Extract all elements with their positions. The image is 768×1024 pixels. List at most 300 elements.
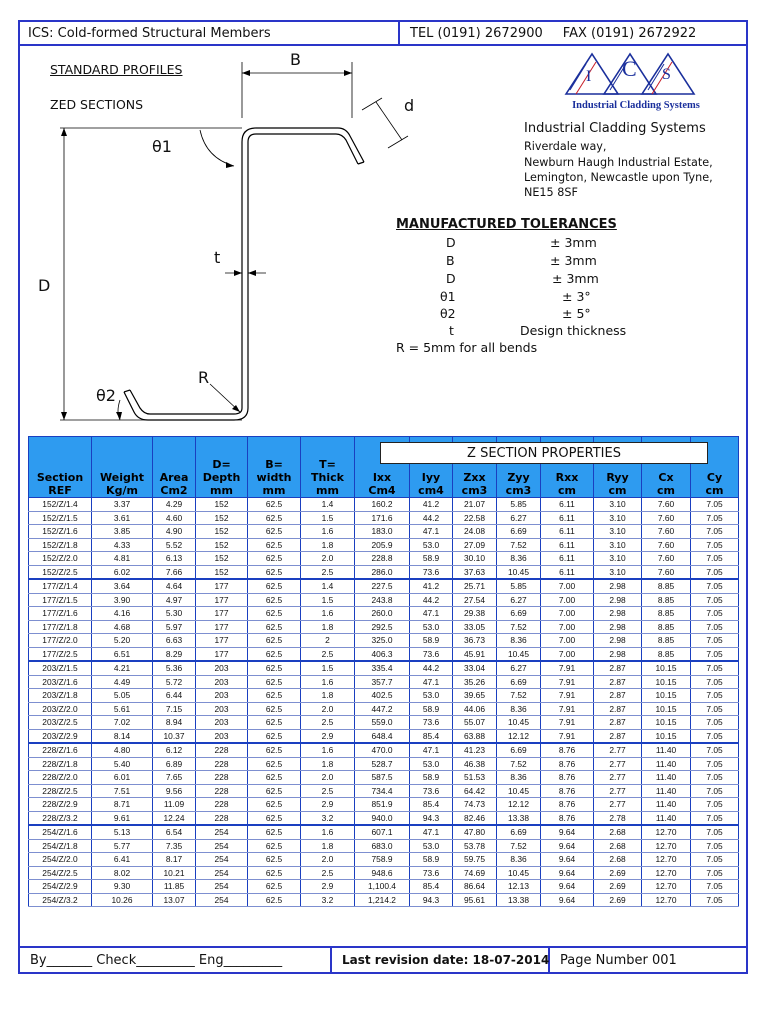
- table-cell: 7.00: [541, 593, 594, 607]
- table-cell: 203: [196, 716, 248, 730]
- table-cell: 7.91: [541, 689, 594, 703]
- table-cell: 8.76: [541, 798, 594, 812]
- column-header: [248, 437, 301, 498]
- section-ref-cell: 177/Z/1.5: [29, 593, 92, 607]
- table-cell: 6.27: [497, 593, 541, 607]
- table-cell: 9.64: [541, 880, 594, 894]
- table-cell: 6.11: [541, 552, 594, 566]
- table-cell: 9.30: [92, 880, 153, 894]
- radius-r-label: R: [198, 368, 210, 387]
- tolerances-title: MANUFACTURED TOLERANCES: [396, 217, 617, 232]
- table-cell: 44.2: [410, 593, 453, 607]
- table-cell: 47.80: [453, 825, 497, 839]
- table-cell: 10.15: [642, 689, 691, 703]
- table-cell: 3.61: [92, 511, 153, 525]
- column-header-line: Section: [36, 471, 84, 484]
- table-cell: 47.1: [410, 825, 453, 839]
- table-cell: 62.5: [248, 798, 301, 812]
- table-cell: 12.70: [642, 853, 691, 867]
- table-cell: 10.45: [497, 866, 541, 880]
- section-ref-cell: 254/Z/2.9: [29, 880, 92, 894]
- table-cell: 203: [196, 675, 248, 689]
- zed-sections-heading: ZED SECTIONS: [50, 97, 144, 112]
- table-cell: 29.38: [453, 607, 497, 621]
- revision-date: Last revision date: 18-07-2014: [332, 948, 550, 972]
- table-cell: 6.44: [153, 689, 196, 703]
- table-cell: 58.9: [410, 634, 453, 648]
- table-cell: 8.76: [541, 784, 594, 798]
- table-cell: 8.36: [497, 552, 541, 566]
- table-cell: 2.77: [594, 743, 642, 757]
- table-cell: 243.8: [355, 593, 410, 607]
- table-cell: 39.65: [453, 689, 497, 703]
- table-cell: 7.05: [691, 689, 739, 703]
- table-row: [29, 511, 739, 525]
- table-cell: 62.5: [248, 579, 301, 593]
- table-cell: 63.88: [453, 729, 497, 743]
- table-cell: 2.77: [594, 784, 642, 798]
- table-cell: 4.49: [92, 675, 153, 689]
- column-header: [301, 437, 355, 498]
- table-cell: 12.12: [497, 729, 541, 743]
- table-cell: 10.45: [497, 716, 541, 730]
- column-header-line: cm4: [418, 484, 444, 497]
- table-cell: 13.07: [153, 893, 196, 907]
- table-row: [29, 565, 739, 579]
- table-row: [29, 702, 739, 716]
- table-cell: 47.1: [410, 675, 453, 689]
- section-ref-cell: 203/Z/1.8: [29, 689, 92, 703]
- section-ref-cell: 228/Z/1.6: [29, 743, 92, 757]
- table-cell: 260.0: [355, 607, 410, 621]
- table-cell: 10.45: [497, 565, 541, 579]
- table-cell: 2.5: [301, 647, 355, 661]
- table-cell: 85.4: [410, 729, 453, 743]
- table-cell: 7.05: [691, 784, 739, 798]
- table-cell: 5.72: [153, 675, 196, 689]
- bend-radius-note: R = 5mm for all bends: [396, 340, 538, 355]
- section-ref-cell: 152/Z/2.0: [29, 552, 92, 566]
- table-cell: 62.5: [248, 647, 301, 661]
- standard-profiles-heading: STANDARD PROFILES: [50, 62, 183, 77]
- table-cell: 7.52: [497, 689, 541, 703]
- table-cell: 6.27: [497, 661, 541, 675]
- table-cell: 203: [196, 729, 248, 743]
- table-cell: 648.4: [355, 729, 410, 743]
- table-cell: 10.15: [642, 702, 691, 716]
- section-ref-cell: 228/Z/2.5: [29, 784, 92, 798]
- table-cell: 64.42: [453, 784, 497, 798]
- column-header: [92, 437, 153, 498]
- table-cell: 3.10: [594, 538, 642, 552]
- table-cell: 160.2: [355, 498, 410, 512]
- table-cell: 62.5: [248, 552, 301, 566]
- table-row: [29, 661, 739, 675]
- table-cell: 8.02: [92, 866, 153, 880]
- table-cell: 2.87: [594, 729, 642, 743]
- column-header-line: cm: [558, 484, 576, 497]
- table-cell: 12.12: [497, 798, 541, 812]
- table-cell: 11.40: [642, 771, 691, 785]
- table-cell: 55.07: [453, 716, 497, 730]
- table-cell: 94.3: [410, 893, 453, 907]
- table-cell: 5.40: [92, 757, 153, 771]
- angle-theta1-label: θ1: [152, 137, 172, 156]
- table-row: [29, 798, 739, 812]
- logo-letter-i: I: [586, 68, 592, 85]
- angle-theta2-label: θ2: [96, 386, 116, 405]
- table-cell: 5.85: [497, 498, 541, 512]
- table-cell: 2.87: [594, 716, 642, 730]
- thickness-t-label: t: [214, 248, 221, 267]
- table-cell: 73.6: [410, 866, 453, 880]
- table-cell: 27.09: [453, 538, 497, 552]
- table-cell: 5.30: [153, 607, 196, 621]
- tolerance-param: B: [446, 253, 455, 268]
- table-cell: 7.00: [541, 620, 594, 634]
- table-cell: 73.6: [410, 784, 453, 798]
- table-cell: 9.56: [153, 784, 196, 798]
- table-cell: 7.05: [691, 620, 739, 634]
- table-body: [29, 498, 739, 907]
- table-cell: 2.0: [301, 771, 355, 785]
- column-header-line: REF: [48, 484, 72, 497]
- table-cell: 5.77: [92, 839, 153, 853]
- table-cell: 7.52: [497, 620, 541, 634]
- table-cell: 292.5: [355, 620, 410, 634]
- table-cell: 2.68: [594, 839, 642, 853]
- table-cell: 227.5: [355, 579, 410, 593]
- table-row: [29, 893, 739, 907]
- table-cell: 177: [196, 634, 248, 648]
- table-cell: 2.0: [301, 702, 355, 716]
- table-cell: 22.58: [453, 511, 497, 525]
- table-cell: 1,214.2: [355, 893, 410, 907]
- table-cell: 62.5: [248, 620, 301, 634]
- table-cell: 6.69: [497, 675, 541, 689]
- table-cell: 254: [196, 825, 248, 839]
- table-cell: 58.9: [410, 552, 453, 566]
- table-cell: 11.40: [642, 784, 691, 798]
- tolerance-param: D: [446, 235, 456, 250]
- table-cell: 11.09: [153, 798, 196, 812]
- table-cell: 228: [196, 811, 248, 825]
- table-cell: 85.4: [410, 880, 453, 894]
- table-cell: 7.60: [642, 511, 691, 525]
- ics-logo: [556, 50, 716, 114]
- section-ref-cell: 203/Z/1.6: [29, 675, 92, 689]
- table-cell: 44.2: [410, 661, 453, 675]
- table-cell: 5.85: [497, 579, 541, 593]
- table-cell: 7.91: [541, 661, 594, 675]
- table-cell: 2.77: [594, 757, 642, 771]
- column-header-line: mm: [316, 484, 339, 497]
- table-cell: 5.52: [153, 538, 196, 552]
- table-cell: 7.00: [541, 647, 594, 661]
- table-cell: 7.52: [497, 538, 541, 552]
- section-properties-table: [28, 436, 739, 907]
- table-cell: 5.61: [92, 702, 153, 716]
- section-ref-cell: 254/Z/2.5: [29, 866, 92, 880]
- page-number: Page Number 001: [560, 953, 677, 968]
- section-ref-cell: 228/Z/2.9: [29, 798, 92, 812]
- table-cell: 85.4: [410, 798, 453, 812]
- table-cell: 7.60: [642, 538, 691, 552]
- table-cell: 177: [196, 607, 248, 621]
- table-cell: 228: [196, 743, 248, 757]
- column-header-line: Cx: [658, 471, 674, 484]
- table-cell: 62.5: [248, 743, 301, 757]
- table-cell: 12.70: [642, 893, 691, 907]
- table-cell: 2.68: [594, 825, 642, 839]
- table-cell: 6.02: [92, 565, 153, 579]
- table-cell: 4.81: [92, 552, 153, 566]
- table-cell: 6.27: [497, 511, 541, 525]
- table-row: [29, 538, 739, 552]
- table-cell: 62.5: [248, 784, 301, 798]
- table-cell: 177: [196, 593, 248, 607]
- section-ref-cell: 228/Z/1.8: [29, 757, 92, 771]
- table-cell: 6.54: [153, 825, 196, 839]
- table-cell: 8.85: [642, 647, 691, 661]
- table-cell: 2.98: [594, 607, 642, 621]
- fax-number: FAX (0191) 2672922: [562, 26, 697, 41]
- table-cell: 7.05: [691, 661, 739, 675]
- table-cell: 53.0: [410, 757, 453, 771]
- table-cell: 62.5: [248, 757, 301, 771]
- table-cell: 2.5: [301, 784, 355, 798]
- table-cell: 12.13: [497, 880, 541, 894]
- section-ref-cell: 177/Z/1.6: [29, 607, 92, 621]
- table-row: [29, 839, 739, 853]
- table-cell: 8.76: [541, 811, 594, 825]
- table-cell: 228: [196, 798, 248, 812]
- table-cell: 1.6: [301, 525, 355, 539]
- table-cell: 7.05: [691, 771, 739, 785]
- table-cell: 2.78: [594, 811, 642, 825]
- section-ref-cell: 203/Z/1.5: [29, 661, 92, 675]
- table-cell: 152: [196, 552, 248, 566]
- table-cell: 7.05: [691, 825, 739, 839]
- column-header-line: D=: [212, 458, 231, 471]
- table-cell: 2.9: [301, 798, 355, 812]
- table-cell: 25.71: [453, 579, 497, 593]
- table-cell: 7.66: [153, 565, 196, 579]
- table-cell: 183.0: [355, 525, 410, 539]
- table-cell: 4.90: [153, 525, 196, 539]
- table-cell: 27.54: [453, 593, 497, 607]
- table-cell: 6.12: [153, 743, 196, 757]
- table-cell: 286.0: [355, 565, 410, 579]
- table-cell: 33.04: [453, 661, 497, 675]
- table-cell: 6.11: [541, 498, 594, 512]
- table-cell: 53.0: [410, 538, 453, 552]
- table-cell: 2.98: [594, 579, 642, 593]
- table-row: [29, 811, 739, 825]
- table-cell: 94.3: [410, 811, 453, 825]
- tolerance-value: ± 3mm: [550, 253, 597, 268]
- table-row: [29, 825, 739, 839]
- footer-bar: [18, 946, 748, 974]
- table-cell: 9.64: [541, 839, 594, 853]
- address-line-1: Riverdale way,: [524, 140, 607, 153]
- table-cell: 2.69: [594, 893, 642, 907]
- logo-caption: Industrial Cladding Systems: [572, 100, 700, 111]
- table-cell: 7.05: [691, 511, 739, 525]
- section-ref-cell: 177/Z/1.8: [29, 620, 92, 634]
- address-line-4: NE15 8SF: [524, 186, 578, 199]
- table-cell: 7.02: [92, 716, 153, 730]
- table-cell: 325.0: [355, 634, 410, 648]
- table-cell: 44.06: [453, 702, 497, 716]
- table-cell: 177: [196, 620, 248, 634]
- table-cell: 7.05: [691, 866, 739, 880]
- table-cell: 10.45: [497, 647, 541, 661]
- section-properties-table-wrapper: [28, 436, 738, 907]
- table-cell: 95.61: [453, 893, 497, 907]
- address-line-3: Lemington, Newcastle upon Tyne,: [524, 171, 713, 184]
- table-cell: 8.76: [541, 771, 594, 785]
- table-cell: 62.5: [248, 498, 301, 512]
- table-cell: 8.36: [497, 853, 541, 867]
- column-header: [29, 437, 92, 498]
- table-cell: 7.05: [691, 811, 739, 825]
- table-cell: 7.60: [642, 552, 691, 566]
- table-cell: 1.8: [301, 839, 355, 853]
- table-cell: 47.1: [410, 525, 453, 539]
- table-cell: 62.5: [248, 565, 301, 579]
- table-cell: 58.9: [410, 702, 453, 716]
- section-ref-cell: 203/Z/2.5: [29, 716, 92, 730]
- table-cell: 2.0: [301, 552, 355, 566]
- table-cell: 73.6: [410, 565, 453, 579]
- table-row: [29, 498, 739, 512]
- table-cell: 228.8: [355, 552, 410, 566]
- table-cell: 1.6: [301, 607, 355, 621]
- table-cell: 205.9: [355, 538, 410, 552]
- table-cell: 6.69: [497, 525, 541, 539]
- table-cell: 10.37: [153, 729, 196, 743]
- table-cell: 3.2: [301, 811, 355, 825]
- tolerance-value: Design thickness: [520, 323, 627, 338]
- table-cell: 1.4: [301, 579, 355, 593]
- table-row: [29, 716, 739, 730]
- table-cell: 62.5: [248, 893, 301, 907]
- table-row: [29, 579, 739, 593]
- table-cell: 36.73: [453, 634, 497, 648]
- table-cell: 851.9: [355, 798, 410, 812]
- column-header-line: Zyy: [507, 471, 530, 484]
- table-cell: 9.64: [541, 825, 594, 839]
- table-row: [29, 689, 739, 703]
- table-cell: 58.9: [410, 853, 453, 867]
- table-cell: 6.41: [92, 853, 153, 867]
- table-cell: 7.60: [642, 565, 691, 579]
- table-cell: 528.7: [355, 757, 410, 771]
- table-cell: 53.0: [410, 620, 453, 634]
- table-cell: 7.05: [691, 853, 739, 867]
- table-cell: 62.5: [248, 811, 301, 825]
- table-cell: 2.98: [594, 647, 642, 661]
- table-cell: 228: [196, 757, 248, 771]
- section-ref-cell: 177/Z/2.0: [29, 634, 92, 648]
- table-cell: 4.64: [153, 579, 196, 593]
- table-cell: 2.68: [594, 853, 642, 867]
- table-cell: 11.40: [642, 743, 691, 757]
- table-cell: 74.69: [453, 866, 497, 880]
- table-cell: 2.98: [594, 634, 642, 648]
- section-ref-cell: 152/Z/1.5: [29, 511, 92, 525]
- table-cell: 3.10: [594, 498, 642, 512]
- table-cell: 758.9: [355, 853, 410, 867]
- tolerance-param: θ1: [440, 289, 456, 304]
- table-cell: 7.52: [497, 757, 541, 771]
- table-cell: 13.38: [497, 811, 541, 825]
- table-cell: 6.11: [541, 511, 594, 525]
- table-cell: 7.51: [92, 784, 153, 798]
- table-cell: 7.05: [691, 525, 739, 539]
- table-cell: 470.0: [355, 743, 410, 757]
- table-cell: 1,100.4: [355, 880, 410, 894]
- table-cell: 4.16: [92, 607, 153, 621]
- column-header-line: Ryy: [606, 471, 629, 484]
- table-cell: 62.5: [248, 771, 301, 785]
- zed-profile-drawing: [20, 48, 470, 438]
- table-cell: 74.73: [453, 798, 497, 812]
- table-cell: 152: [196, 525, 248, 539]
- table-cell: 6.63: [153, 634, 196, 648]
- table-cell: 607.1: [355, 825, 410, 839]
- table-cell: 6.69: [497, 607, 541, 621]
- table-cell: 7.35: [153, 839, 196, 853]
- table-cell: 171.6: [355, 511, 410, 525]
- z-section-properties-banner: Z SECTION PROPERTIES: [380, 442, 708, 464]
- table-cell: 7.91: [541, 702, 594, 716]
- table-cell: 2.69: [594, 880, 642, 894]
- table-cell: 45.91: [453, 647, 497, 661]
- table-cell: 8.71: [92, 798, 153, 812]
- table-cell: 177: [196, 647, 248, 661]
- section-ref-cell: 228/Z/2.0: [29, 771, 92, 785]
- depth-d-label: D: [38, 276, 51, 295]
- table-cell: 47.1: [410, 743, 453, 757]
- table-cell: 2.9: [301, 880, 355, 894]
- table-cell: 228: [196, 784, 248, 798]
- table-cell: 13.38: [497, 893, 541, 907]
- section-ref-cell: 152/Z/1.4: [29, 498, 92, 512]
- table-row: [29, 880, 739, 894]
- dimension-d-lip-label: d: [404, 96, 415, 115]
- table-cell: 12.24: [153, 811, 196, 825]
- table-cell: 62.5: [248, 729, 301, 743]
- section-ref-cell: 254/Z/1.6: [29, 825, 92, 839]
- table-row: [29, 866, 739, 880]
- table-cell: 62.5: [248, 593, 301, 607]
- column-header-line: Cm4: [368, 484, 396, 497]
- column-header-line: mm: [262, 484, 286, 497]
- table-cell: 152: [196, 565, 248, 579]
- table-cell: 2.87: [594, 675, 642, 689]
- table-cell: 62.5: [248, 538, 301, 552]
- table-cell: 62.5: [248, 607, 301, 621]
- dimension-b-label: B: [290, 50, 301, 69]
- table-cell: 3.2: [301, 893, 355, 907]
- table-cell: 7.05: [691, 565, 739, 579]
- table-cell: 5.97: [153, 620, 196, 634]
- table-cell: 3.10: [594, 552, 642, 566]
- table-cell: 62.5: [248, 825, 301, 839]
- table-cell: 2.98: [594, 593, 642, 607]
